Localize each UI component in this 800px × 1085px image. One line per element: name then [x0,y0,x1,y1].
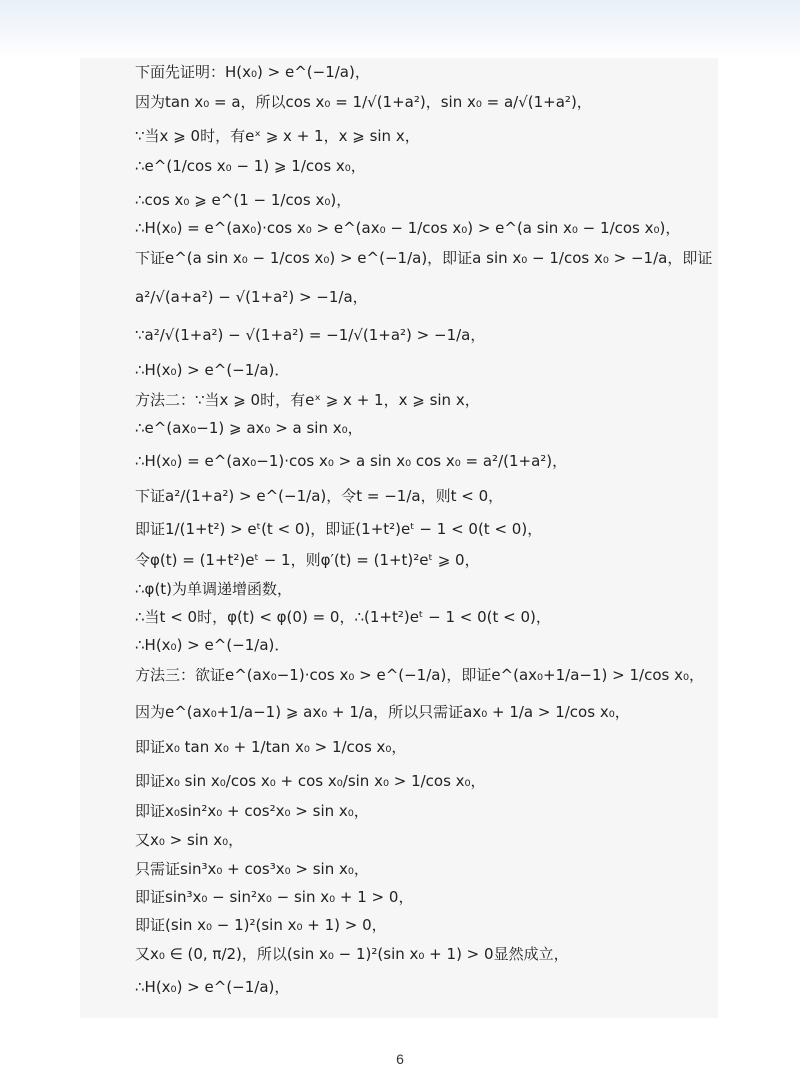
text-line: 下面先证明：H(x₀) > e^(−1/a)， [135,63,370,81]
text-line: 即证x₀ tan x₀ + 1/tan x₀ > 1/cos x₀， [135,738,407,756]
text-line: ∵a²/√(1+a²) − √(1+a²) = −1/√(1+a²) > −1/a， [135,326,486,344]
text-line: 又x₀ > sin x₀， [135,831,244,849]
text-line: a²/√(a+a²) − √(1+a²) > −1/a， [135,288,368,306]
text-line: 令φ(t) = (1+t²)eᵗ − 1，则φ′(t) = (1+t)²eᵗ ⩾ 0， [135,551,480,569]
text-line: ∴cos x₀ ⩾ e^(1 − 1/cos x₀)， [135,191,352,209]
text-line: ∴H(x₀) > e^(−1/a)， [135,978,290,996]
text-line: 因为tan x₀ = a，所以cos x₀ = 1/√(1+a²)，sin x₀ = a/√(1+a²)， [135,93,592,111]
text-line: ∴e^(ax₀−1) ⩾ ax₀ > a sin x₀， [135,419,363,437]
text-line: 方法三：欲证e^(ax₀−1)·cos x₀ > e^(−1/a)，即证e^(ax₀+1/a−1) > 1/cos x₀， [135,666,704,684]
text-line: 方法二：∵当x ⩾ 0时，有eˣ ⩾ x + 1，x ⩾ sin x， [135,391,480,409]
text-line: 只需证sin³x₀ + cos³x₀ > sin x₀， [135,860,369,878]
text-line: ∴当t < 0时，φ(t) < φ(0) = 0，∴(1+t²)eᵗ − 1 < 0(t < 0)， [135,608,551,626]
text-line: ∴φ(t)为单调递增函数， [135,580,293,598]
text-line: ∴H(x₀) > e^(−1/a)． [135,361,290,379]
text-line: 下证e^(a sin x₀ − 1/cos x₀) > e^(−1/a)，即证a sin x₀ − 1/cos x₀ > −1/a，即证 [135,249,713,267]
text-line: 因为e^(ax₀+1/a−1) ⩾ ax₀ + 1/a，所以只需证ax₀ + 1/a > 1/cos x₀， [135,703,630,721]
page-number: 6 [396,1051,404,1067]
text-line: 即证1/(1+t²) > eᵗ(t < 0)，即证(1+t²)eᵗ − 1 < 0(t < 0)， [135,520,543,538]
text-line: 下证a²/(1+a²) > e^(−1/a)，令t = −1/a，则t < 0， [135,487,504,505]
text-line: 即证x₀ sin x₀/cos x₀ + cos x₀/sin x₀ > 1/cos x₀， [135,772,486,790]
text-line: 即证x₀sin²x₀ + cos²x₀ > sin x₀， [135,802,369,820]
text-line: 即证(sin x₀ − 1)²(sin x₀ + 1) > 0， [135,916,387,934]
text-line: ∴H(x₀) = e^(ax₀−1)·cos x₀ > a sin x₀ cos x₀ = a²/(1+a²)， [135,452,568,470]
top-band [0,0,800,58]
text-line: ∴H(x₀) = e^(ax₀)·cos x₀ > e^(ax₀ − 1/cos x₀) > e^(a sin x₀ − 1/cos x₀)， [135,219,681,237]
text-line: ∵当x ⩾ 0时，有eˣ ⩾ x + 1，x ⩾ sin x， [135,127,420,145]
text-line: ∴e^(1/cos x₀ − 1) ⩾ 1/cos x₀， [135,157,366,175]
text-line: ∴H(x₀) > e^(−1/a)． [135,636,290,654]
text-line: 即证sin³x₀ − sin²x₀ − sin x₀ + 1 > 0， [135,888,414,906]
text-line: 又x₀ ∈ (0, π/2)，所以(sin x₀ − 1)²(sin x₀ + 1) > 0显然成立， [135,945,569,963]
